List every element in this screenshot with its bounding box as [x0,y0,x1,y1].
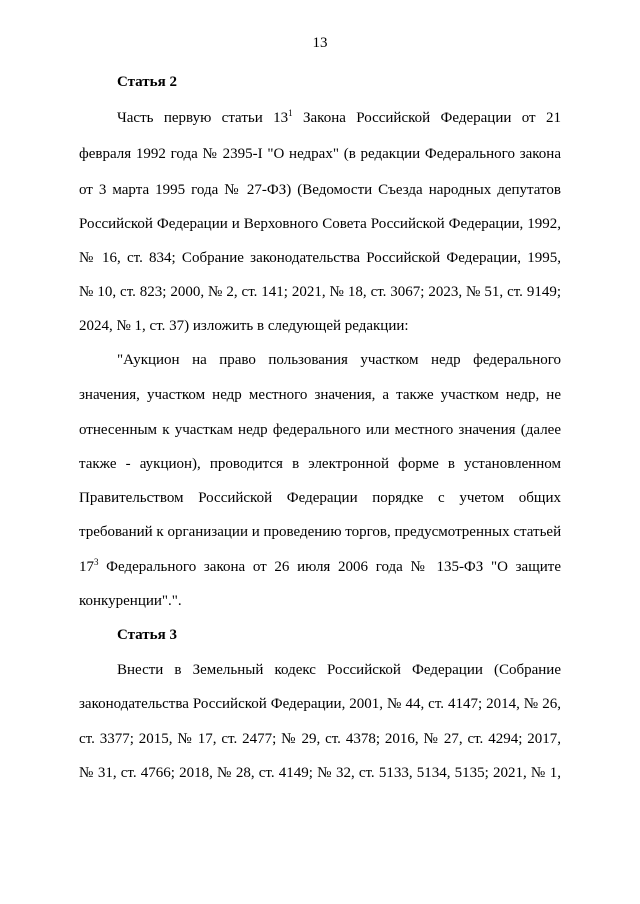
page-number: 13 [312,35,328,51]
article-3-line-4: № 31, ст. 4766; 2018, № 28, ст. 4149; № 32, ст. 5133, 5134, 5135; 2021, № 1, [79,765,561,781]
quote-line-3: отнесенным к участкам недр федерального или местного значения (далее [79,422,561,438]
article-2-heading: Статья 2 [117,74,177,90]
superscript: 1 [288,108,293,118]
quote-line-2: значения, участком недр местного значения, а также участком недр, не [79,387,561,403]
article-3-line-1: Внести в Земельный кодекс Российской Федерации (Собрание [117,662,561,678]
quote-line-7: $17^3$ Федерального закона от 26 июля 2006 года № 135-ФЗ "О защите [79,557,561,575]
quote-line-1: "Аукцион на право пользования участком недр федерального [117,352,561,368]
article-3-line-3: ст. 3377; 2015, № 17, ст. 2477; № 29, ст. 4378; 2016, № 27, ст. 4294; 2017, [79,731,561,747]
quote-line-6: требований к организации и проведению торгов, предусмотренных статьей [79,524,562,540]
article-2-line-1: Часть первую статьи $13^1$ Закона Российской Федерации от 21 [117,108,561,126]
quote-line-4: также - аукцион), проводится в электронной форме в установленном [79,456,561,472]
article-3-heading: Статья 3 [117,627,177,643]
article-2-line-2: февраля 1992 года № 2395-I "О недрах" (в редакции Федерального закона [79,146,561,162]
article-2-line-6: № 10, ст. 823; 2000, № 2, ст. 141; 2021, № 18, ст. 3067; 2023, № 51, ст. 9149; [79,284,561,300]
article-2-line-3: от 3 марта 1995 года № 27-ФЗ) (Ведомости Съезда народных депутатов [79,182,561,198]
article-2-line-7: 2024, № 1, ст. 37) изложить в следующей редакции: [79,318,409,334]
article-2-line-5: № 16, ст. 834; Собрание законодательства Российской Федерации, 1995, [79,250,561,266]
article-3-line-2: законодательства Российской Федерации, 2001, № 44, ст. 4147; 2014, № 26, [79,696,561,712]
quote-line-5: Правительством Российской Федерации порядке с учетом общих [79,490,561,506]
superscript: 3 [94,557,99,567]
quote-line-8: конкуренции".". [79,593,182,609]
article-2-line-4: Российской Федерации и Верховного Совета Российской Федерации, 1992, [79,216,561,232]
